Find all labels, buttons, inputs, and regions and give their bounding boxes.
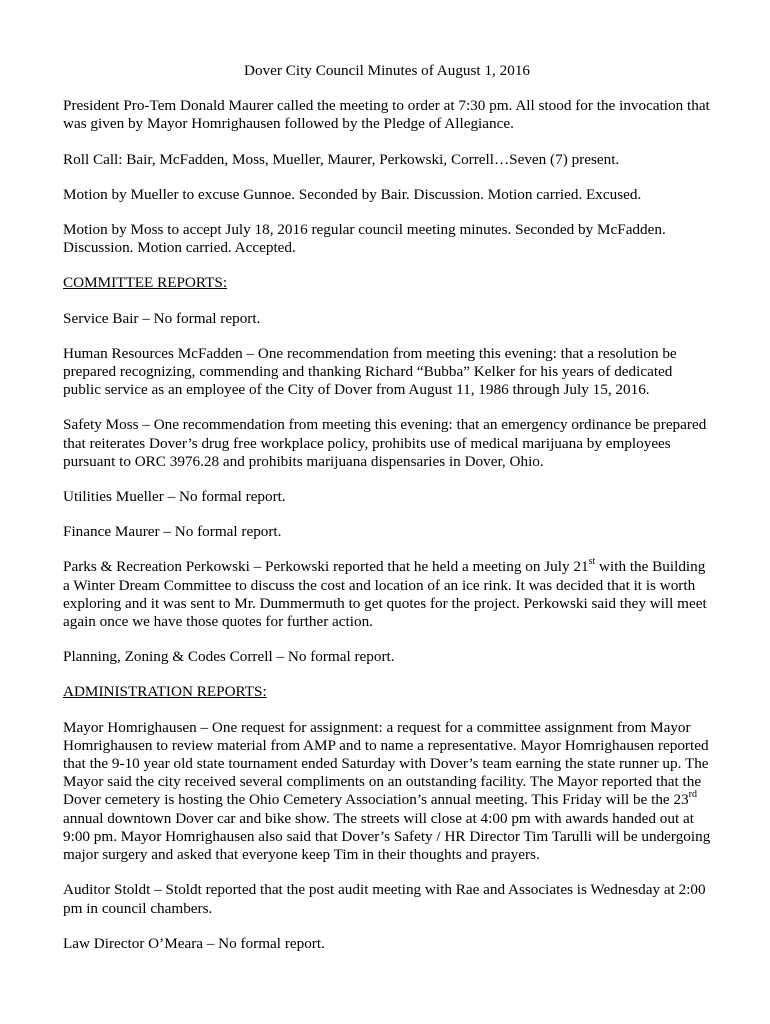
- auditor-report: Auditor Stoldt – Stoldt reported that the post audit meeting with Rae and Associates is Wednesday at 2:00 pm in council chambers.: [63, 881, 706, 917]
- mayor-ordinal-suffix: rd: [688, 789, 698, 801]
- safety-report: Safety Moss – One recommendation from meeting this evening: that an emergency ordinance be prepared that reiterates Dover’s drug free workplace policy, prohibits use of medical marijuana by employees pursuant to ORC 3976.28 and prohibits marijuana dispensaries in Dover, Ohio.: [63, 416, 707, 470]
- document-title: Dover City Council Minutes of August 1, 2016: [243, 62, 531, 79]
- finance-report: Finance Maurer – No formal report.: [63, 523, 282, 541]
- human-resources-report: Human Resources McFadden – One recommendation from meeting this evening: that a resolution be prepared recognizing, commending and thanking Richard “Bubba” Kelker for his years of dedicated public service as an employee of the City of Dover from August 11, 1986 through July 15, 2016.: [63, 344, 677, 399]
- motion-minutes-paragraph: Motion by Moss to accept July 18, 2016 regular council meeting minutes. Seconded by McFadden. Discussion. Motion carried. Accepted.: [63, 221, 666, 257]
- parks-recreation-report: [63, 558, 711, 631]
- service-report: Service Bair – No formal report.: [63, 309, 261, 327]
- planning-zoning-report: Planning, Zoning & Codes Correll – No formal report.: [63, 648, 395, 666]
- parks-text-after: with the Building a Winter Dream Committee to discuss the cost and location of an ice rink. It was decided that it is worth exploring and it was sent to Mr. Dummermuth to get quotes for the project. Perkowski said they will meet again once we have those quotes for further action.: [63, 558, 707, 631]
- law-director-report: Law Director O’Meara – No formal report.: [63, 934, 325, 952]
- opening-paragraph: President Pro-Tem Donald Maurer called the meeting to order at 7:30 pm. All stood for the invocation that was given by Mayor Homrighausen followed by the Pledge of Allegiance.: [63, 97, 710, 133]
- mayor-report: [63, 719, 711, 865]
- parks-ordinal-suffix: st: [588, 556, 596, 568]
- utilities-report: Utilities Mueller – No formal report.: [63, 488, 286, 506]
- administration-reports-heading: ADMINISTRATION REPORTS:: [63, 683, 267, 701]
- committee-reports-heading: COMMITTEE REPORTS:: [63, 274, 228, 292]
- minutes-document: [63, 62, 711, 970]
- mayor-text-before: Mayor Homrighausen – One request for assignment: a request for a committee assignment from Mayor Homrighausen to review material from AMP and to name a representative. Mayor Homrighausen reported that the 9-10 year old state tournament ended Saturday with Dover’s team earning the state runner up. The Mayor said the city received several compliments on an outstanding facility. The Mayor reported that the Dover cemetery is hosting the Ohio Cemetery Association’s annual meeting. This Friday will be the 23: [63, 718, 709, 809]
- mayor-text-after: annual downtown Dover car and bike show. The streets will close at 4:00 pm with awards handed out at 9:00 pm. Mayor Homrighausen also said that Dover’s Safety / HR Director Tim Tarulli will be undergoing major surgery and asked that everyone keep Tim in their thoughts and prayers.: [63, 809, 711, 864]
- roll-call-paragraph: Roll Call: Bair, McFadden, Moss, Mueller, Maurer, Perkowski, Correll…Seven (7) present.: [63, 150, 620, 168]
- parks-text-before: Parks & Recreation Perkowski – Perkowski reported that he held a meeting on July 21: [63, 558, 589, 576]
- motion-excuse-paragraph: Motion by Mueller to excuse Gunnoe. Seconded by Bair. Discussion. Motion carried. Excused.: [63, 185, 642, 203]
